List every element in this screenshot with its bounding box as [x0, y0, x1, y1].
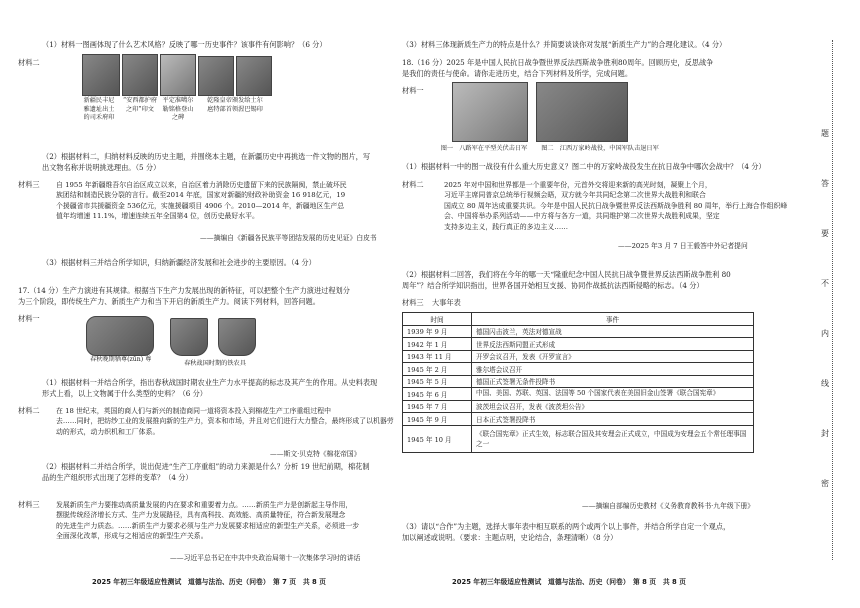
table-row: 1945 年 5 月 德国正式签署无条件投降书 — [403, 375, 754, 388]
material-3b-label: 材料三 — [18, 500, 40, 509]
sealing-dotted-line — [832, 40, 833, 560]
relic-caption-1: 新疆民丰尼 雅遗址出土 的司禾府印 — [83, 97, 115, 121]
material-3b-text: 发展新质生产力要推动高质量发展的内在要求和重要着力点。……新质生产力是创新起主导作用， 摆脱传统经济增长方式、生产力发展路径，具有高科技、高效能、高质量特征，符合新发展理念 的先进生产力质态。……新质生产力要求必须与生产力发展要求相适应的新型生产关系，必须进一步 全面深化改革，形成与之相适应的新型生产关系。 — [56, 501, 360, 541]
wanjialing-photo — [536, 82, 628, 142]
iron-tool-image-2 — [218, 318, 256, 356]
relic-seal-image — [82, 54, 120, 96]
material-2-label: 材料二 — [18, 58, 40, 67]
ox-vessel-image — [86, 316, 154, 356]
material-3-right-label: 材料三 — [402, 298, 424, 307]
material-2-right-label: 材料二 — [402, 180, 424, 189]
material-2b-source: ——斯文·贝克特《棉花帝国》 — [270, 450, 361, 458]
seal-image — [198, 56, 234, 96]
question-18-3: （3）请以“合作”为主题，选择大事年表中相互联系的两个或两个以上事件，并结合所学自定一个观点， 加以阐述或说明。（要求：主题点明，史论结合，条理清晰）（8 分） — [402, 522, 731, 542]
material-3b-source: ——习近平总书记在中共中央政治局第十一次集体学习时的讲话 — [170, 554, 361, 562]
ox-vessel-caption: 春秋晚期牺尊(zūn) 尊 — [90, 356, 152, 363]
table-row: 1942 年 1 月 世界反法西斯同盟正式形成 — [403, 338, 754, 351]
table-row: 1945 年 10 月 《联合国宪章》正式生效，标志联合国及其安理会正式成立，中国成为安理会五个常任理事国之一 — [403, 425, 754, 452]
photo-caption-1: 图一 八路军在平型关伏击日军 — [440, 145, 528, 152]
question-18-intro: 18.（16 分）2025 年是中国人民抗日战争暨世界反法西斯战争胜利80周年。回顾历史，反思战争 是我们的责任与使命。请你走进历史，结合下列材料及所学，完成问题。 — [402, 58, 714, 78]
material-1-right-label: 材料一 — [402, 86, 424, 95]
seal-char: 线 — [821, 379, 829, 388]
relic-caption-2: “安西都护府 之印”印文 — [122, 97, 158, 113]
question-17-1: （1）根据材料一并结合所学，指出春秋战国时期农业生产力水平提高的标志及其产生的作用。从史料表现 形式上看，以上文物属于什么类型的史料？（6 分） — [42, 378, 378, 398]
question-17-3: （3）材料三体现新质生产力的特点是什么？并简要谈谈你对发展“新质生产力”的合理化建议。（4 分） — [402, 40, 727, 49]
photo-caption-2: 图二 江西万家岭战役，中国军队击退日军 — [541, 145, 659, 152]
iron-tool-caption: 春秋战国时期的铁农具 — [184, 360, 246, 367]
table-header-event: 事件 — [472, 313, 754, 326]
question-16-1: （1）材料一图画体现了什么艺术风格？反映了哪一历史事件？该事件有何影响？（6 分） — [42, 40, 327, 49]
seal-char: 要 — [821, 229, 829, 238]
material-2-right-text: 2025 年对中国和世界都是一个重要年份，元首外交将迎来新的高光时刻，凝聚上个月， 习近平主席同普京总统举行视频会晤，双方就今年共同纪念第二次世界大战胜利和联合 国成立 80 周年达成重要共识。今年是中国人民抗日战争暨世界反法西斯战争胜利 80 周年，举行上海合作组织峰 会、中国将举办系列活动——中方将与各方一道，共同维护第二次世界大战胜利成果，坚定 支持多边主义，践行真正的多边主义…… — [444, 181, 788, 231]
seal-char: 题 — [821, 129, 829, 138]
stele-image — [160, 54, 196, 96]
material-1-label: 材料一 — [18, 314, 40, 323]
relic-caption-3: 平定准噶尔 勒铭格登山 之碑 — [162, 97, 194, 121]
events-table — [402, 312, 754, 453]
question-18-1: （1）根据材料一中的图一战役有什么重大历史意义？图二中的万家岭战役发生在抗日战争中哪次会战中？（4 分） — [402, 162, 766, 171]
table-row: 1945 年 9 月 日本正式签署投降书 — [403, 413, 754, 426]
table-row: 1945 年 6 月 中国、美国、苏联、英国、法国等 50 个国家代表在美国旧金山签署《联合国宪章》 — [403, 388, 754, 401]
table-header-time: 时间 — [403, 313, 472, 326]
seal-char: 答 — [821, 179, 829, 188]
seal-char: 不 — [821, 279, 829, 288]
pingxingguan-photo — [452, 82, 528, 142]
right-page-footer: 2025 年初三年级适应性测试 道德与法治、历史（问卷） 第 8 页 共 8 页 — [452, 578, 686, 586]
material-3-label: 材料三 — [18, 180, 40, 189]
iron-tool-image-1 — [170, 318, 208, 356]
material-2b-text: 在 18 世纪末，英国的商人们与新兴的制造商同一道将资本投入到棉花生产工序重组过程中 去……同时，把纺纱工业的发展推向新的生产力，资本和市场，并且对它们进行大力整合，最终形成了以机器劳 动的形式，动力织机和工厂体系。 — [56, 407, 394, 436]
material-3-text: 自 1955 年新疆维吾尔自治区成立以来，自治区着力消除历史遗留下来的民族隔阂，禁止破坏民 族团结和制造民族分裂的言行。截至2014 年底，国家对新疆的财政补助资金 16 918亿元，19 个援疆省市共援疆资金 536亿元，实施援疆项目 4906 个。2010—2014 年，新疆地区生产总 值年均增速 11.1%，增速连续五年全国第4 位，创历史最好水平。 — [56, 181, 347, 221]
sealing-line-column — [818, 40, 832, 560]
table-header-row — [403, 313, 754, 326]
table-source: ——摘编自部编历史教材《义务教育教科书·九年级下册》 — [582, 502, 755, 510]
left-page-footer: 2025 年初三年级适应性测试 道德与法治、历史（问卷） 第 7 页 共 8 页 — [92, 578, 326, 586]
question-16-3: （3）根据材料三并结合所学知识，归纳新疆经济发展和社会进步的主要原因。（4 分） — [42, 258, 316, 267]
question-17-2: （2）根据材料二并结合所学，说出促进“生产工序重组”的动力来源是什么？分析 19 世纪前期，棉花制 品的生产组织形式出现了怎样的变革？（4 分） — [42, 462, 370, 482]
material-2-right-source: ——2025 年3 月 7 日王毅答中外记者提问 — [618, 242, 748, 250]
relic-seal-print-image — [122, 54, 158, 96]
question-18-2: （2）根据材料二回答，我们将在今年的哪一天“隆重纪念中国人民抗日战争暨世界反法西斯战争胜利 80 周年”？结合所学知识指出，世界各国开始相互支援、协同作战抵抗法西斯侵略的标志。（4 分） — [402, 270, 731, 290]
table-row: 1945 年 7 月 波茨坦会议召开，发表《波茨坦公告》 — [403, 400, 754, 413]
seal-char: 封 — [821, 429, 829, 438]
table-row: 1939 年 9 月 德国闪击波兰，英法对德宣战 — [403, 325, 754, 338]
question-17-intro: 17.（14 分）生产力演进有其规律。根据当下生产力发展出现的新特征，可以把整个生产力演进过程划分 为三个阶段，即传统生产力、新质生产力和当下开启的新质生产力。阅读下列材料，回答问题。 — [18, 286, 350, 306]
material-2b-label: 材料二 — [18, 406, 40, 415]
table-row: 1943 年 11 月 开罗会议召开，发表《开罗宣言》 — [403, 350, 754, 363]
seal-char: 内 — [821, 329, 829, 338]
seal-box-image — [236, 56, 272, 96]
table-title: 大事年表 — [432, 298, 461, 307]
material-3-source: ——摘编自《新疆各民族平等团结发展的历史见证》白皮书 — [200, 234, 377, 242]
seal-char: 密 — [821, 479, 829, 488]
table-row: 1945 年 2 月 雅尔塔会议召开 — [403, 363, 754, 376]
relic-caption-4: 乾隆皇帝颁发给土尔 扈特部首领渥巴锡印 — [207, 97, 263, 113]
question-16-2: （2）根据材料二，归纳材料反映的历史主题，并围绕本主题，在新疆历史中再挑选一件文物的图片，写 出文物名称并说明挑选理由。（5 分） — [42, 152, 371, 172]
